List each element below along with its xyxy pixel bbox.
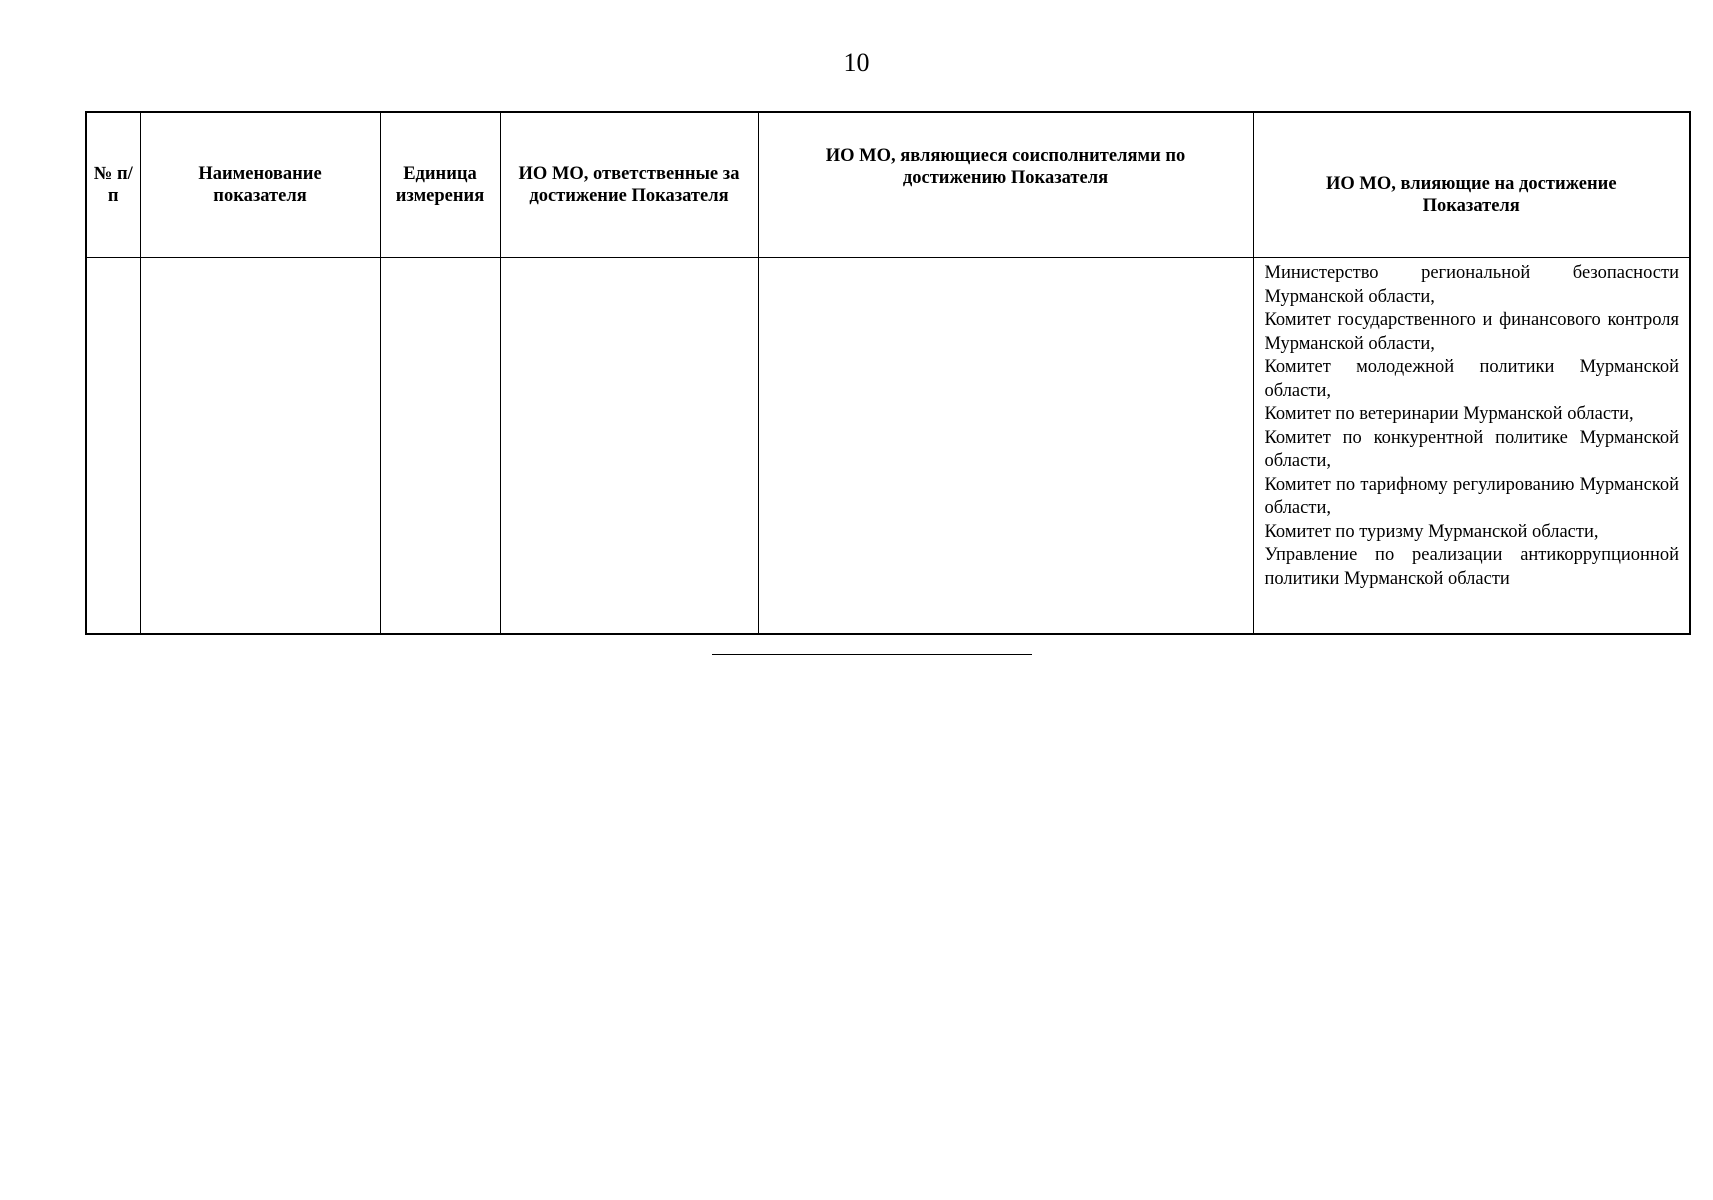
header-num: № п/п (86, 112, 140, 258)
header-influencing: ИО МО, влияющие на достижение Показателя (1253, 112, 1690, 258)
org-item: Комитет по ветеринарии Мурманской области, (1264, 404, 1634, 424)
page-number: 10 (843, 48, 870, 77)
cell-influencing (1253, 258, 1690, 635)
header-coexecutors: ИО МО, являющиеся соисполнителями по достижению Показателя (758, 112, 1253, 258)
header-responsible: ИО МО, ответственные за достижение Показателя (500, 112, 758, 258)
org-item: Министерство региональной безопасности Мурманской области, (1264, 263, 1679, 307)
header-name: Наименование показателя (140, 112, 380, 258)
indicator-table (85, 111, 1691, 635)
org-item: Комитет по конкурентной политике Мурманской области, (1264, 427, 1679, 471)
org-item: Управление по реализации антикоррупционной политики Мурманской области (1264, 545, 1679, 589)
org-item: Комитет по туризму Мурманской области, (1264, 521, 1599, 542)
table-header-row (86, 112, 1690, 258)
end-of-document-rule (712, 654, 1032, 655)
cell-num (86, 258, 140, 635)
org-item: Комитет молодежной политики Мурманской области, (1264, 357, 1679, 401)
org-item: Комитет государственного и финансового контроля Мурманской области, (1264, 310, 1679, 354)
org-item: Комитет по тарифному регулированию Мурманской области, (1264, 474, 1679, 518)
cell-unit (380, 258, 500, 635)
cell-name (140, 258, 380, 635)
influencing-org-list (1254, 258, 1690, 591)
table-row (86, 258, 1690, 635)
header-unit: Единица измерения (380, 112, 500, 258)
cell-responsible (500, 258, 758, 635)
cell-coexecutors (758, 258, 1253, 635)
